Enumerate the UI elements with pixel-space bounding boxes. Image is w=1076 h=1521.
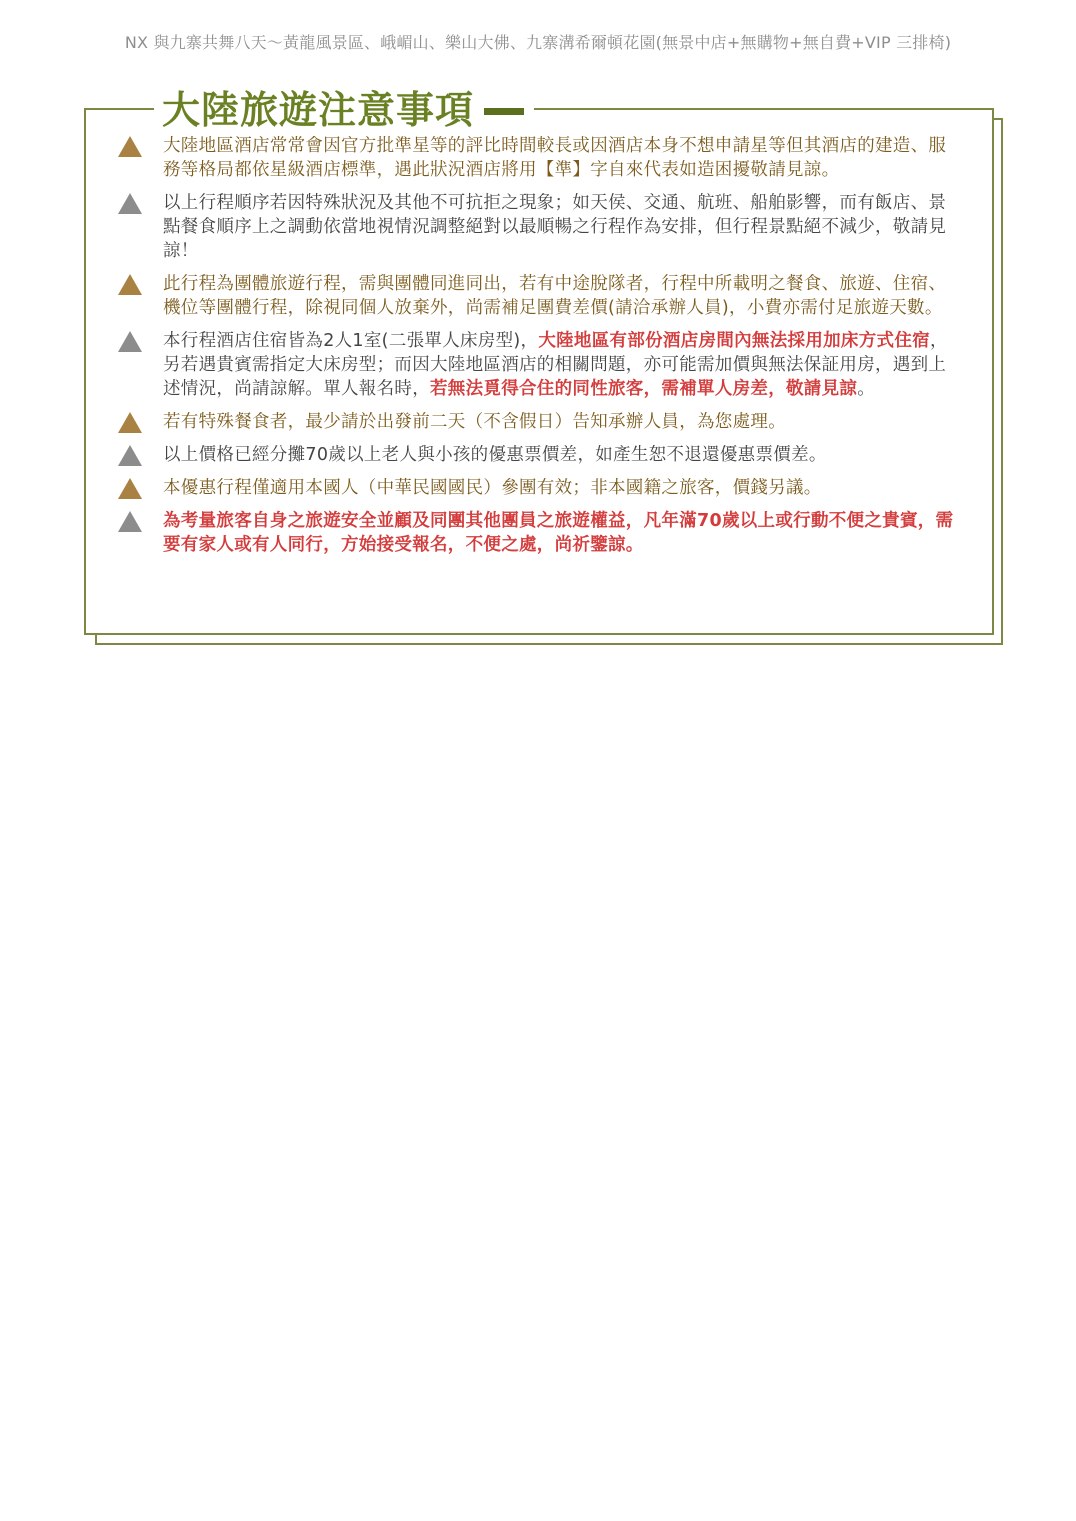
notice-item [118,134,958,182]
triangle-icon [118,412,142,433]
notice-item-text: 大陸地區酒店常常會因官方批準星等的評比時間較長或因酒店本身不想申請星等但其酒店的建造、服務等格局都依星級酒店標準，遇此狀況酒店將用【準】字自來代表如造困擾敬請見諒。 [163,136,947,180]
notice-item-text: 為考量旅客自身之旅遊安全並顧及同團其他團員之旅遊權益，凡年滿70歲以上或行動不便之貴賓，需要有家人或有人同行，方始接受報名，不便之處，尚祈鑒諒。 [163,511,954,555]
notice-item-text: 本優惠行程僅適用本國人（中華民國國民）參團有效；非本國籍之旅客，價錢另議。 [163,478,822,498]
notice-text-segment: 本行程酒店住宿皆為2人1室(二張單人床房型)， [163,331,539,351]
notice-item-text: 以上價格已經分攤70歲以上老人與小孩的優惠票價差，如產生恕不退還優惠票價差。 [163,445,827,465]
notice-item-text: 以上行程順序若因特殊狀況及其他不可抗拒之現象；如天侯、交通、航班、船舶影響，而有飯店、景點餐食順序上之調動依當地視情況調整絕對以最順暢之行程作為安排，但行程景點絕不減少，敬請見諒！ [163,193,947,261]
triangle-icon [118,445,142,466]
notice-text-segment: 。 [857,379,876,399]
notice-item-text: 此行程為團體旅遊行程，需與團體同進同出，若有中途脫隊者，行程中所載明之餐食、旅遊、住宿、機位等團體行程，除視同個人放棄外，尚需補足團費差價(請洽承辦人員)，小費亦需付足旅遊天數。 [163,274,947,318]
notice-section [50,68,1026,668]
notice-item [118,476,958,500]
notice-item [118,443,958,467]
notice-item-text [163,329,958,401]
notice-list [118,134,958,566]
page-header: NX 與九寨共舞八天～黃龍風景區、峨嵋山、樂山大佛、九寨溝希爾頓花園(無景中店+無購物+無自費+VIP 三排椅) [124,33,952,52]
triangle-icon [118,136,142,157]
notice-emphasis: 大陸地區有部份酒店房間內無法採用加床方式住宿 [538,331,930,351]
notice-item [118,410,958,434]
notice-emphasis: 若無法覓得合住的同性旅客，需補單人房差，敬請見諒 [430,379,858,399]
notice-item [118,191,958,263]
title-bar-decoration [484,108,524,115]
notice-title: 大陸旅遊注意事項 [162,87,475,132]
notice-title-wrap [154,78,534,134]
notice-item [118,509,958,557]
triangle-icon [118,193,142,214]
notice-item [118,272,958,320]
triangle-icon [118,478,142,499]
triangle-icon [118,511,142,532]
triangle-icon [118,274,142,295]
notice-text-segment: ，另若遇貴賓需指定大床房型；而因大陸地區酒店的相關問題，亦可能需加價與無法保証用房，遇到上述情況，尚請諒解。單人報名時， [163,331,948,399]
notice-item-text: 若有特殊餐食者，最少請於出發前二天（不含假日）告知承辦人員，為您處理。 [163,412,786,432]
triangle-icon [118,331,142,352]
notice-item [118,329,958,401]
